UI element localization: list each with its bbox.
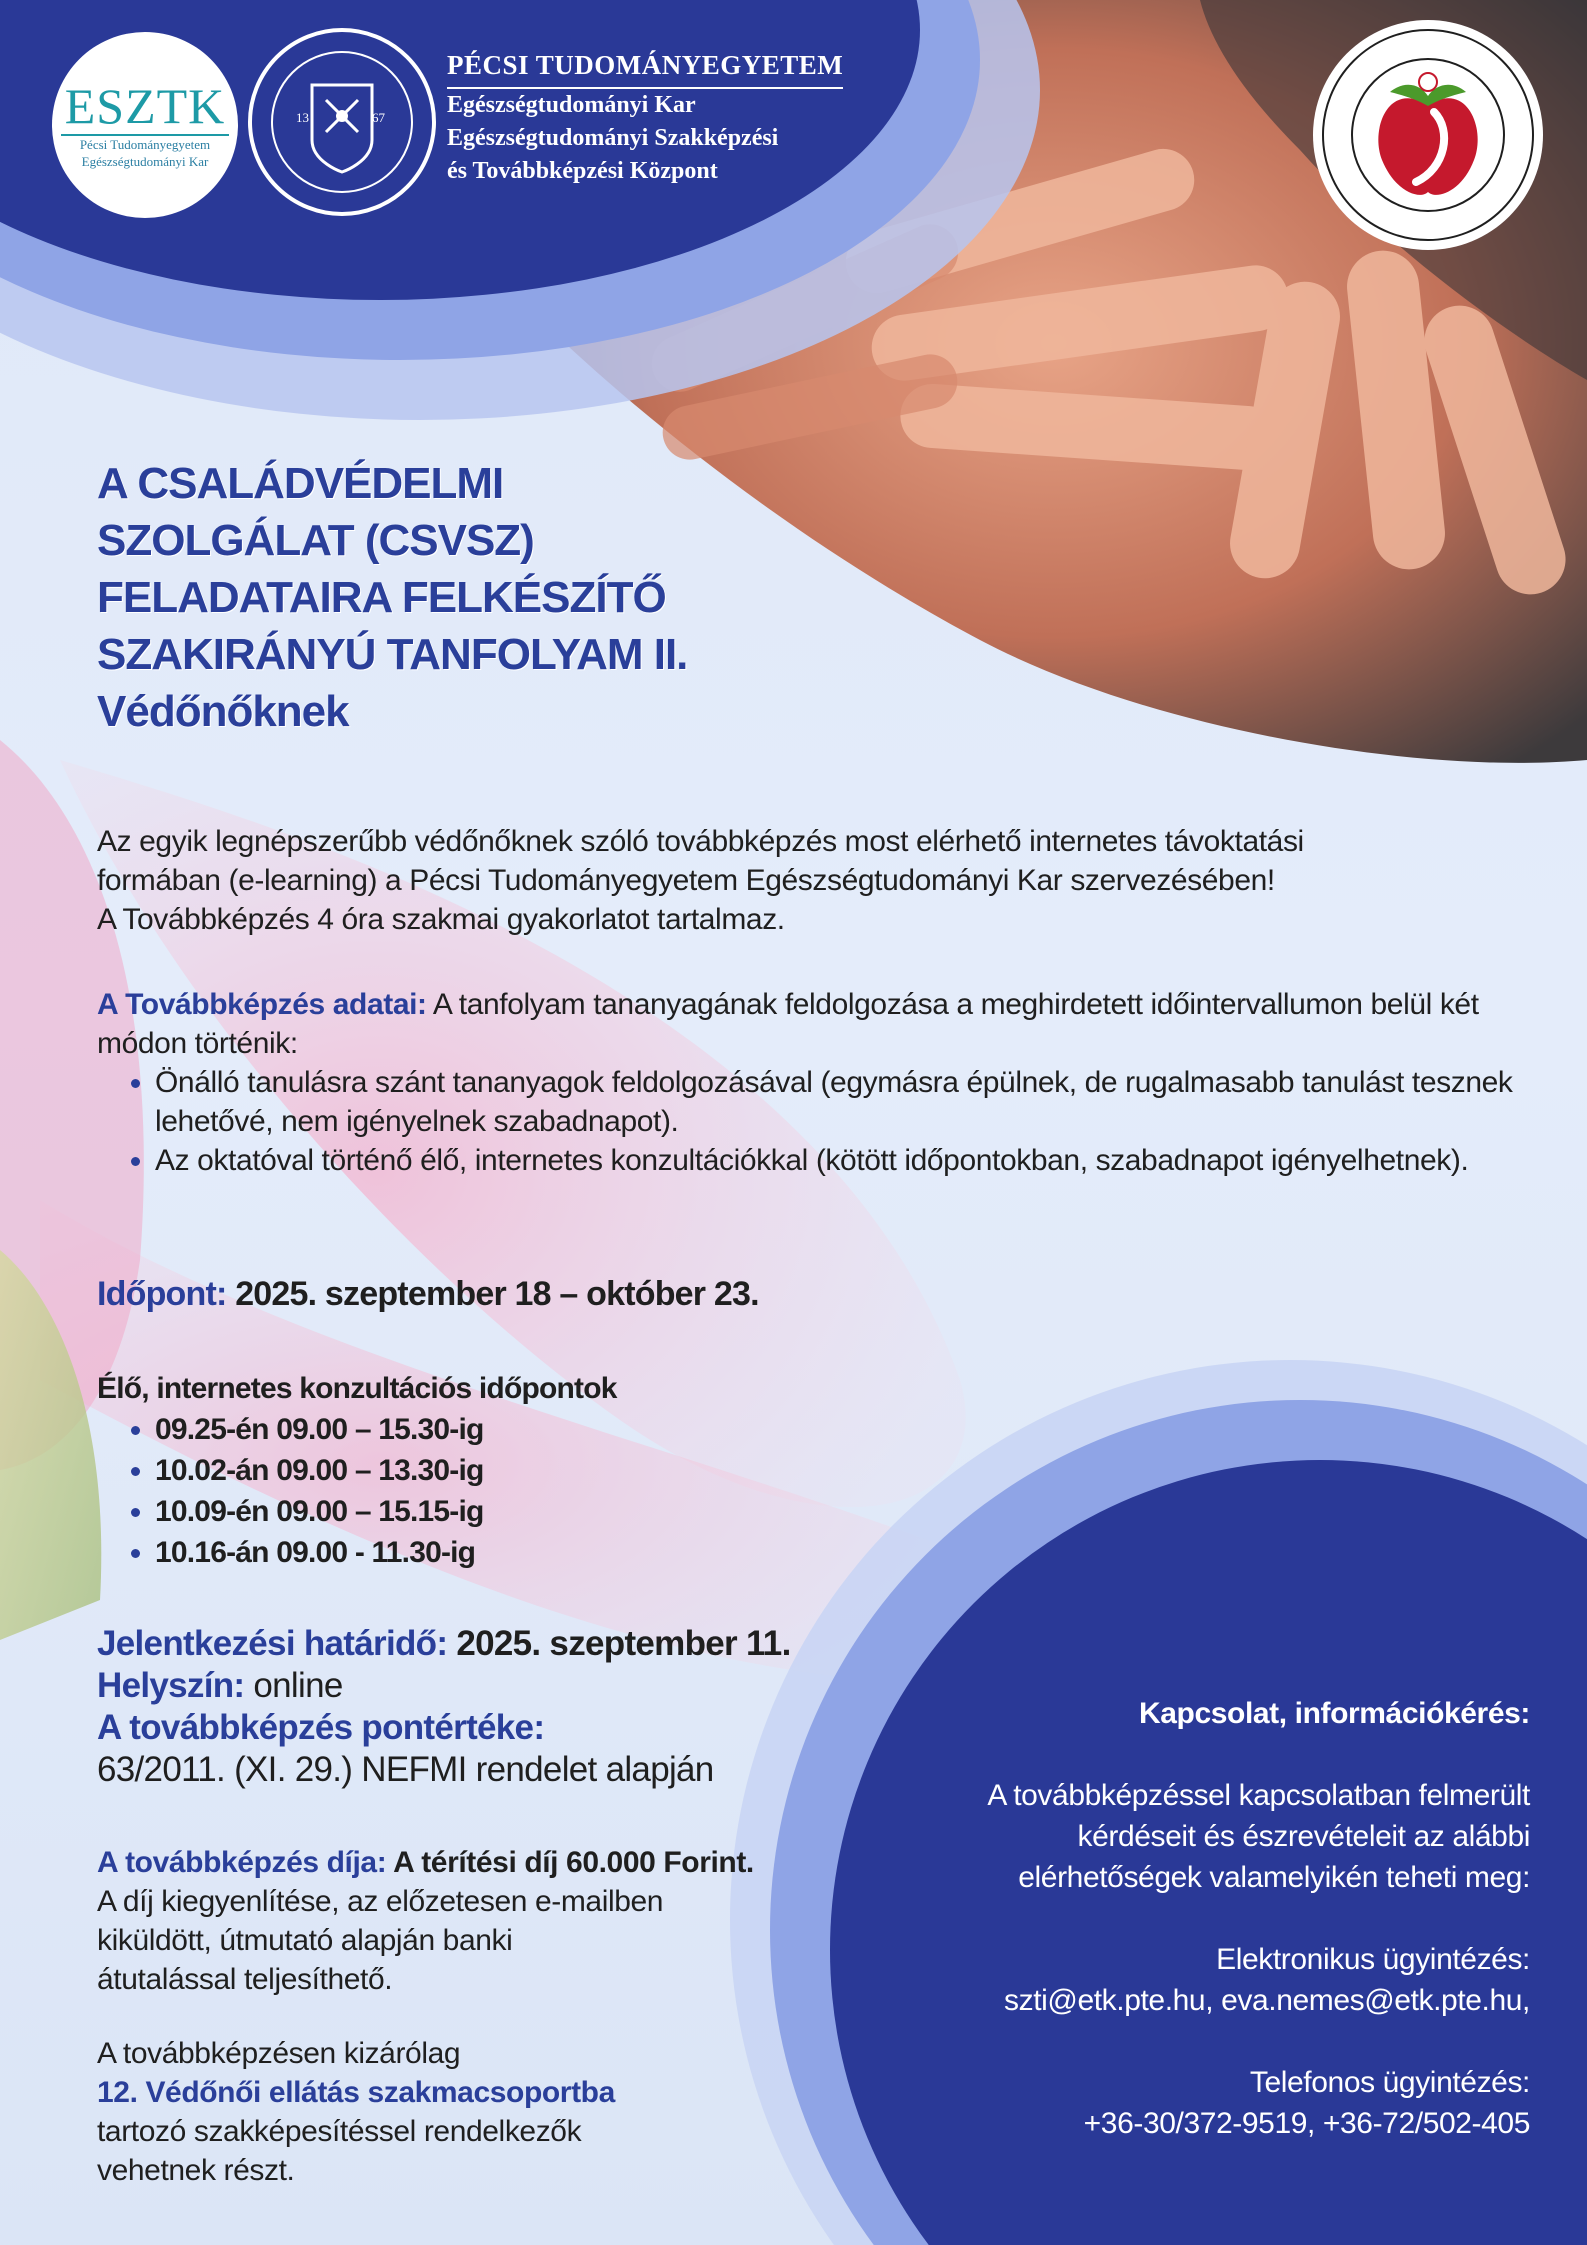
consultation-schedule <box>97 1368 617 1573</box>
eligibility-info <box>97 2034 797 2190</box>
title-line-1: A CSALÁDVÉDELMI <box>97 459 504 508</box>
registration-deadline-value: 2025. szeptember 11. <box>447 1624 791 1663</box>
contact-text-line-1: A továbbképzéssel kapcsolatban felmerült <box>987 1779 1530 1812</box>
points-label: A továbbképzés pontértéke: <box>97 1708 545 1747</box>
consultation-title: Élő, internetes konzultációs időpontok <box>97 1372 617 1405</box>
fee-label: A továbbképzés díja: <box>97 1846 387 1879</box>
course-details-text: A tanfolyam tananyagának feldolgozása a meghirdetett időintervallumon belül két módon történik: <box>97 988 1479 1060</box>
registration-info <box>97 1623 877 1791</box>
course-date-value: 2025. szeptember 18 – október 23. <box>226 1275 759 1313</box>
contact-title: Kapcsolat, információkérés: <box>1138 1697 1530 1730</box>
fee-line-3: átutalással teljesíthető. <box>97 1963 393 1996</box>
faculty-line-1: Egészségtudományi Kar <box>447 92 696 118</box>
location <box>97 1665 877 1707</box>
faculty-seal <box>1313 20 1543 250</box>
course-date-label: Időpont: <box>97 1275 227 1313</box>
phone-label: Telefonos ügyintézés: <box>1249 2066 1530 2099</box>
eligibility-highlight: 12. Védőnői ellátás szakmacsoportba <box>97 2076 615 2109</box>
course-date <box>97 1275 759 1314</box>
registration-deadline <box>97 1623 877 1665</box>
contact-text-line-2: kérdéseit és észrevételeit az alábbi <box>1077 1820 1530 1853</box>
course-title <box>97 455 817 740</box>
fee-heading <box>97 1843 817 1882</box>
esztk-logo-line2: Egészségtudományi Kar <box>81 154 209 169</box>
course-details-label: A Továbbképzés adatai: <box>97 988 427 1021</box>
course-details-list <box>97 1063 1517 1180</box>
location-label: Helyszín: <box>97 1666 245 1705</box>
esztk-logo-line1: Pécsi Tudományegyetem <box>79 137 211 152</box>
points-value: 63/2011. (XI. 29.) NEFMI rendelet alapján <box>97 1750 714 1789</box>
contact-text-line-3: elérhetőségek valamelyikén teheti meg: <box>1018 1861 1530 1894</box>
eligibility-line-3: tartozó szakképesítéssel rendelkezők <box>97 2115 582 2148</box>
course-details-intro <box>97 985 1517 1063</box>
esztk-logo-acronym: ESZTK <box>61 80 230 136</box>
eligibility-line-1: A továbbképzésen kizárólag <box>97 2037 461 2070</box>
email-label: Elektronikus ügyintézés: <box>1216 1943 1530 1976</box>
intro-paragraph <box>97 822 1497 939</box>
faculty-line-3: és Továbbképzési Központ <box>447 158 718 184</box>
eligibility-line-4: vehetnek részt. <box>97 2154 295 2187</box>
esztk-logo <box>52 32 238 218</box>
title-line-5: Védőnőknek <box>97 687 349 736</box>
intro-line-1: Az egyik legnépszerűbb védőnőknek szóló továbbképzés most elérhető internetes távoktatási <box>97 825 1304 858</box>
fee-info <box>97 1843 817 1999</box>
list-item: • 09.25-én 09.00 – 15.30-ig <box>155 1409 617 1450</box>
intro-line-3: A Továbbképzés 4 óra szakmai gyakorlatot tartalmaz. <box>97 903 785 936</box>
list-item: • Az oktatóval történő élő, internetes konzultációkkal (kötött időpontokban, szabadnapot igényelhetnek). <box>155 1141 1517 1180</box>
registration-deadline-label: Jelentkezési határidő: <box>97 1624 448 1663</box>
phone-numbers[interactable]: +36-30/372-9519, +36-72/502-405 <box>1083 2107 1530 2140</box>
email-addresses[interactable]: szti@etk.pte.hu, eva.nemes@etk.pte.hu, <box>1004 1984 1530 2017</box>
fee-line-2: kiküldött, útmutató alapján banki <box>97 1924 513 1957</box>
course-details <box>97 985 1517 1180</box>
fee-value: A térítési díj 60.000 Forint. <box>386 1846 754 1879</box>
list-item: • 10.16-án 09.00 - 11.30-ig <box>155 1532 617 1573</box>
fee-line-1: A díj kiegyenlítése, az előzetesen e-mailben <box>97 1885 664 1918</box>
title-line-2: SZOLGÁLAT (CSVSZ) <box>97 516 534 565</box>
title-line-4: SZAKIRÁNYÚ TANFOLYAM II. <box>97 630 688 679</box>
contact-info <box>890 1693 1530 2144</box>
list-item: • 10.09-én 09.00 – 15.15-ig <box>155 1491 617 1532</box>
title-line-3: FELADATAIRA FELKÉSZÍTŐ <box>97 573 666 622</box>
university-name: PÉCSI TUDOMÁNYEGYETEM <box>447 50 843 89</box>
intro-line-2: formában (e-learning) a Pécsi Tudományegyetem Egészségtudományi Kar szervezésében! <box>97 864 1275 897</box>
list-item: • Önálló tanulásra szánt tananyagok feldolgozásával (egymásra épülnek, de rugalmasabb tanulást tesznek lehetővé, nem igényelnek szabadnapot). <box>155 1063 1517 1141</box>
location-value: online <box>244 1666 343 1705</box>
consultation-list <box>97 1409 617 1573</box>
seal-year-left: 13 <box>296 110 309 125</box>
faculty-line-2: Egészségtudományi Szakképzési <box>447 125 779 151</box>
list-item: • 10.02-án 09.00 – 13.30-ig <box>155 1450 617 1491</box>
seal-year-right: 67 <box>372 110 385 125</box>
university-title <box>447 50 843 188</box>
